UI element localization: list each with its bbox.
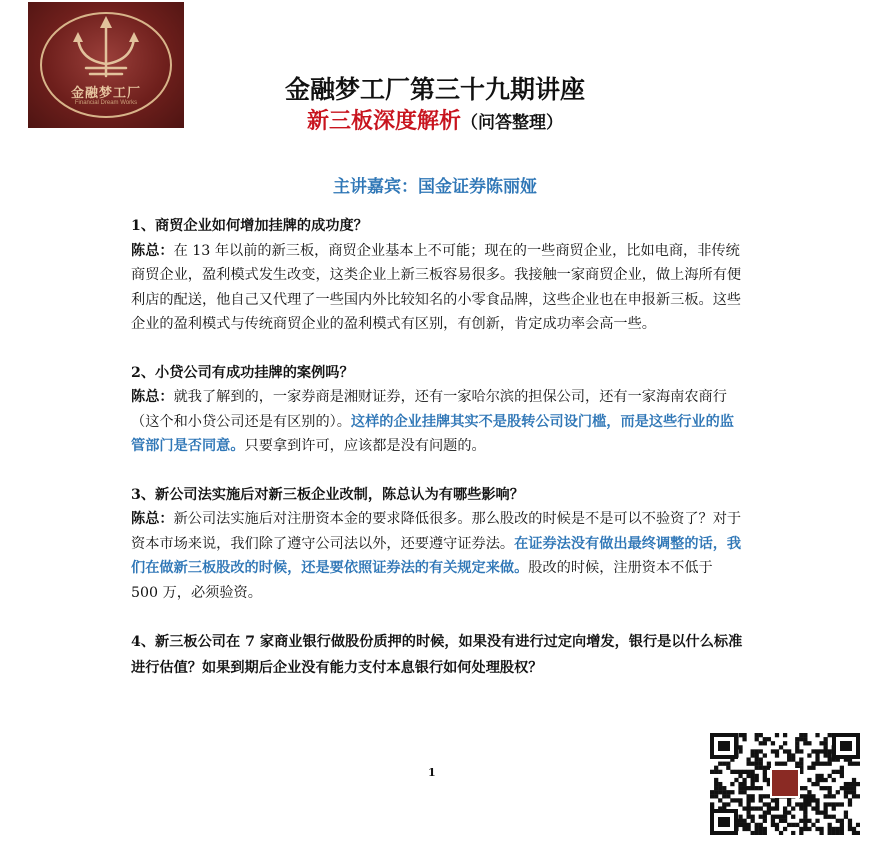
- question-2: 2、小贷公司有成功挂牌的案例吗？: [131, 364, 354, 381]
- answer-3: [131, 507, 743, 605]
- answer-1: [131, 239, 743, 337]
- answer-text: 在 13 年以前的新三板，商贸企业基本上不可能；现在的一些商贸企业，比如电商，非传统商贸企业，盈利模式发生改变，这类企业上新三板容易很多。我接触一家商贸企业，做上海所有便利店的配送，他自己又代理了一些国内外比较知名的小零食品牌，这些企业也在申报新三板。这些企业的盈利模式与传统商贸企业的盈利模式有区别，有创新，肯定成功率会高一些。: [131, 242, 742, 332]
- subtitle-note: （问答整理）: [461, 113, 563, 133]
- qr-logo-icon: [770, 768, 800, 798]
- page-title: 金融梦工厂第三十九期讲座: [284, 75, 585, 104]
- logo-tagline: Financial Dream Works: [74, 100, 138, 106]
- question-3: 3、新公司法实施后对新三板企业改制，陈总认为有哪些影响？: [131, 486, 524, 503]
- question-1: 1、商贸企业如何增加挂牌的成功度？: [131, 218, 368, 234]
- answer-speaker: 陈总：: [131, 242, 174, 259]
- page-subtitle: [0, 104, 870, 135]
- answer-highlight: 在证券法没有做出最终调整的话，我们在做新三板股改的时候，还是要依照证券法的有关规定来做。: [131, 535, 742, 576]
- answer-speaker: 陈总：: [131, 389, 174, 405]
- logo-name: 金融梦工厂: [70, 86, 141, 101]
- answer-text: 新公司法实施后对注册资本金的要求降低很多。那么股改的时候是不是可以不验资了？对于资本市场来说，我们除了遵守公司法以外，还要遵守证券法。: [131, 511, 742, 552]
- qr-code-icon: [710, 733, 860, 835]
- answer-text: 就我了解到的，一家券商是湘财证券，还有一家哈尔滨的担保公司，还有一家海南农商行（这个和小贷公司还是有区别的）。: [131, 389, 727, 430]
- question-4: 4、新三板公司在 7 家商业银行做股份质押的时候，如果没有进行过定向增发，银行是以什么标准进行估值？如果到期后企业没有能力支付本息银行如何处理股权？: [131, 634, 743, 676]
- qa-section: [131, 214, 743, 681]
- answer-text-post: 股改的时候，注册资本不低于 500 万，必须验资。: [131, 560, 713, 601]
- page-number: 1: [428, 766, 436, 779]
- answer-text-post: 只要拿到许可，应该都是没有问题的。: [244, 438, 486, 454]
- answer-speaker: 陈总：: [131, 511, 174, 527]
- speaker-line: 主讲嘉宾：国金证券陈丽娅: [333, 177, 537, 197]
- answer-2: [131, 385, 743, 459]
- subtitle-main: 新三板深度解析: [306, 108, 461, 134]
- answer-highlight: 这样的企业挂牌其实不是股转公司设门槛，而是这些行业的监管部门是否同意。: [131, 413, 734, 454]
